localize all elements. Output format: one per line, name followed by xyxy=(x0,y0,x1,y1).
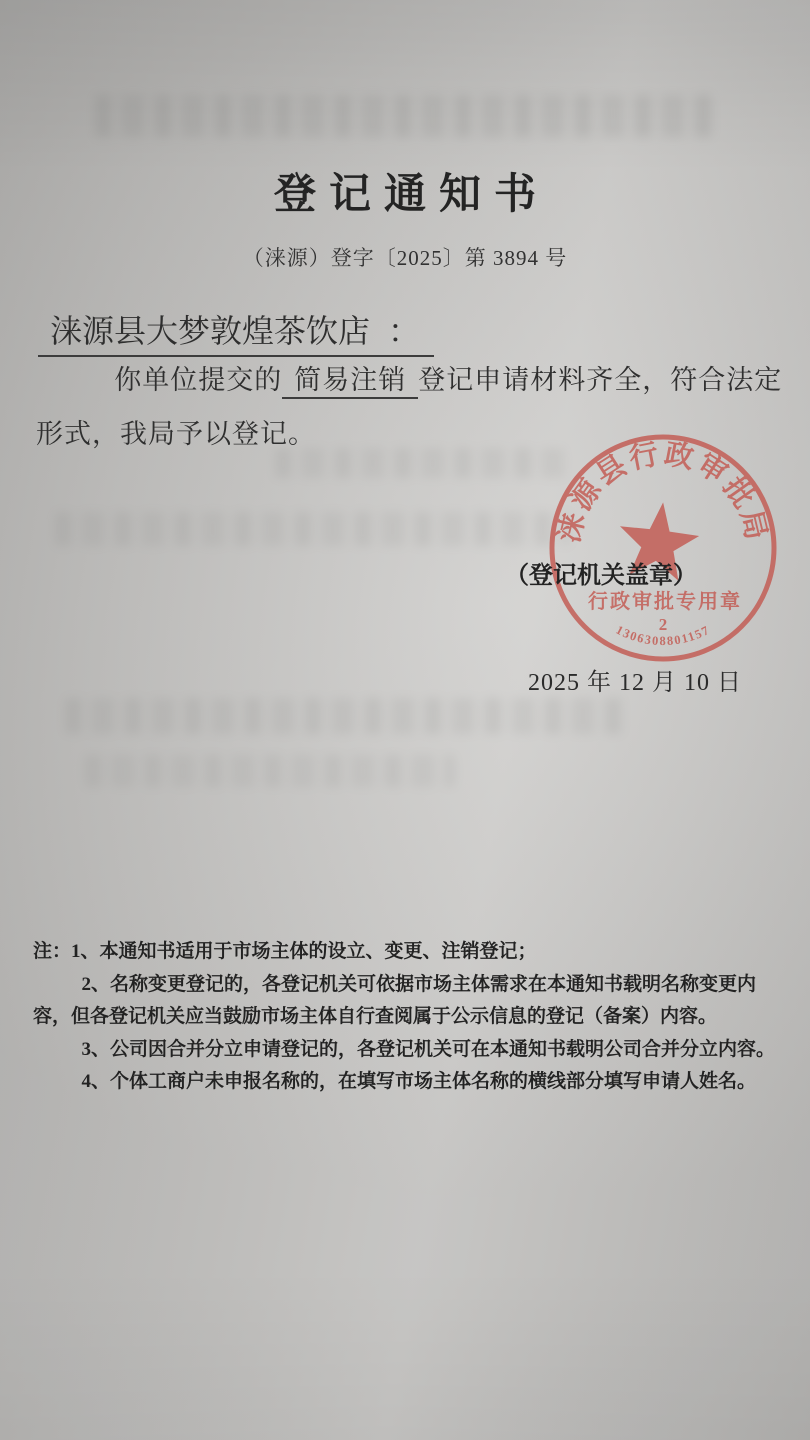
bleed-through-mark xyxy=(85,755,455,787)
bleed-through-mark xyxy=(65,698,625,734)
body-text-line2: 形式，我局予以登记。 xyxy=(36,419,316,449)
addressee-colon: ： xyxy=(388,313,421,349)
note-item-1: 注：1、本通知书适用于市场主体的设立、变更、注销登记； xyxy=(33,941,537,962)
addressee-line xyxy=(38,310,434,357)
body-suffix: 登记申请材料齐全，符合法定 xyxy=(418,365,783,395)
addressee-name: 涞源县大梦敦煌茶饮店 xyxy=(50,313,371,349)
note-item-2: 2、名称变更登记的，各登记机关可依据市场主体需求在本通知书载明名称变更内容，但各登记机关应当鼓励市场主体自行查阅属于公示信息的登记（备案）内容。 xyxy=(33,973,756,1027)
addressee-underline xyxy=(38,310,434,357)
page-title: 登记通知书 xyxy=(273,172,549,218)
official-seal xyxy=(537,422,789,674)
seal-agency-name: 涞源县行政审批局 xyxy=(553,438,773,546)
seal-sub-number: 2 xyxy=(658,615,668,634)
issue-date: 2025 年 12 月 10 日 xyxy=(528,670,742,696)
seal-caption: （登记机关盖章） xyxy=(505,563,697,589)
seal-special-text: 行政审批专用章 xyxy=(588,591,742,613)
note-item-4: 4、个体工商户未申报名称的，在填写市场主体名称的横线部分填写申请人姓名。 xyxy=(81,1071,756,1092)
registration-type-blank: 简易注销 xyxy=(282,365,418,399)
document-number: （涞源）登字〔2025〕第 3894 号 xyxy=(242,246,568,270)
body-prefix: 你单位提交的 xyxy=(114,365,283,395)
note-item-3: 3、公司因合并分立申请登记的，各登记机关可在本通知书载明公司合并分立内容。 xyxy=(81,1038,775,1060)
notes-section xyxy=(33,936,788,1099)
seal-code: 1306308801157 xyxy=(613,622,713,649)
bleed-through-mark xyxy=(55,512,570,546)
bleed-through-mark xyxy=(95,95,715,137)
body-text-line1 xyxy=(36,360,788,400)
